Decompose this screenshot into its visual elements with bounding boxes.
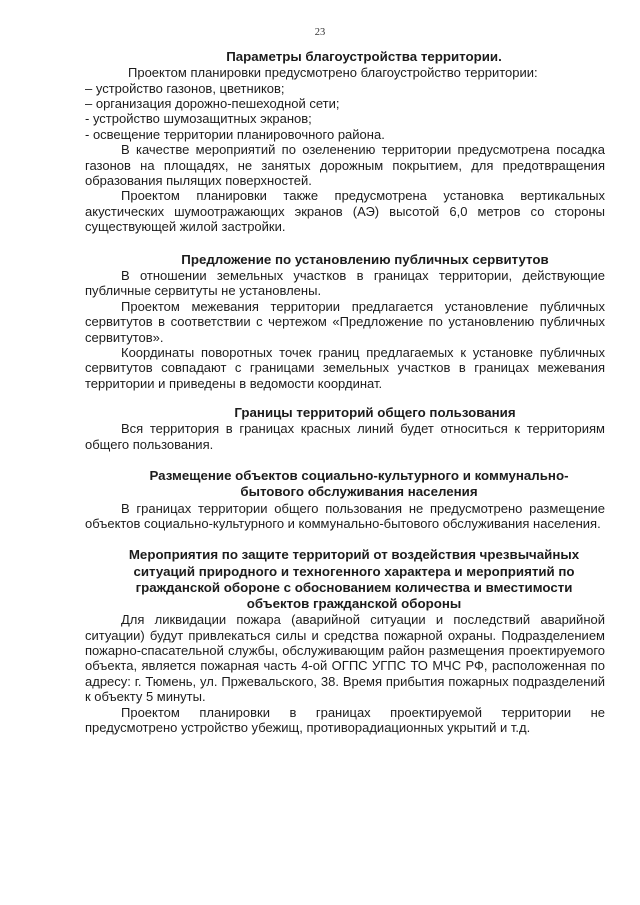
paragraph: Координаты поворотных точек границ предлагаемых к установке публичных сервитутов совпадают с границами земельных участков в границах межевания территории и приведены в ведомости координат. <box>85 344 605 391</box>
section-civil-defense <box>85 547 605 735</box>
section-title: Мероприятия по защите территорий от воздействия чрезвычайных ситуаций природного и техногенного характера и мероприятий по гражданской обороне с обоснованием количества и вместимости объектов гражданской обороны <box>128 547 580 611</box>
list-item: – устройство газонов, цветников; <box>85 80 285 96</box>
list-item: – организация дорожно-пешеходной сети; <box>85 96 340 112</box>
paragraph: Вся территория в границах красных линий будет относиться к территориям общего пользования. <box>85 421 605 452</box>
section-title: Параметры благоустройства территории. <box>226 49 502 64</box>
section-title: Размещение объектов социально-культурного и коммунально-бытового обслуживания населения <box>149 468 569 500</box>
section-landscaping <box>85 49 605 235</box>
paragraph: Для ликвидации пожара (аварийной ситуации и последствий аварийной ситуации) будут привлекаться силы и средства пожарной охраны. Подразделением пожарно-спасательной службы, обслуживающим район размещения проектируемого объекта, является пожарная часть 4-ой ОГПС УГПС ТО МЧС РФ, расположенная по адресу: г. Тюмень, ул. Пржевальского, 38. Время прибытия пожарных подразделений к объекту 5 минуты. <box>85 612 605 705</box>
paragraph: Проектом межевания территории предлагается установление публичных сервитутов в соответствии с чертежом «Предложение по установлению публичных сервитутов». <box>85 298 605 345</box>
list-item: - освещение территории планировочного района. <box>85 126 385 142</box>
section-public-easements <box>85 252 605 391</box>
section-public-territories <box>85 405 605 452</box>
document-body <box>85 49 605 735</box>
paragraph: В границах территории общего пользования не предусмотрено размещение объектов социально-культурного и коммунально-бытового обслуживания населения. <box>85 500 605 531</box>
list-item: - устройство шумозащитных экранов; <box>85 111 312 127</box>
section-social-facilities <box>85 468 605 531</box>
paragraph: Проектом планировки предусмотрено благоустройство территории: <box>128 65 538 81</box>
paragraph: Проектом планировки в границах проектируемой территории не предусмотрено устройство убежищ, противорадиационных укрытий и т.д. <box>85 704 605 736</box>
section-title: Предложение по установлению публичных сервитутов <box>181 251 549 267</box>
section-title: Границы территорий общего пользования <box>234 405 516 421</box>
paragraph: В качестве мероприятий по озеленению территории предусмотрена посадка газонов на площадях, не занятых дорожным покрытием, для предотвращения образования пылящих поверхностей. <box>85 142 605 189</box>
paragraph: В отношении земельных участков в границах территории, действующие публичные сервитуты не установлены. <box>85 267 605 299</box>
page-number: 23 <box>314 27 326 38</box>
paragraph: Проектом планировки также предусмотрена установка вертикальных акустических шумоотражающих экранов (АЭ) высотой 6,0 метров со стороны существующей жилой застройки. <box>85 188 605 235</box>
